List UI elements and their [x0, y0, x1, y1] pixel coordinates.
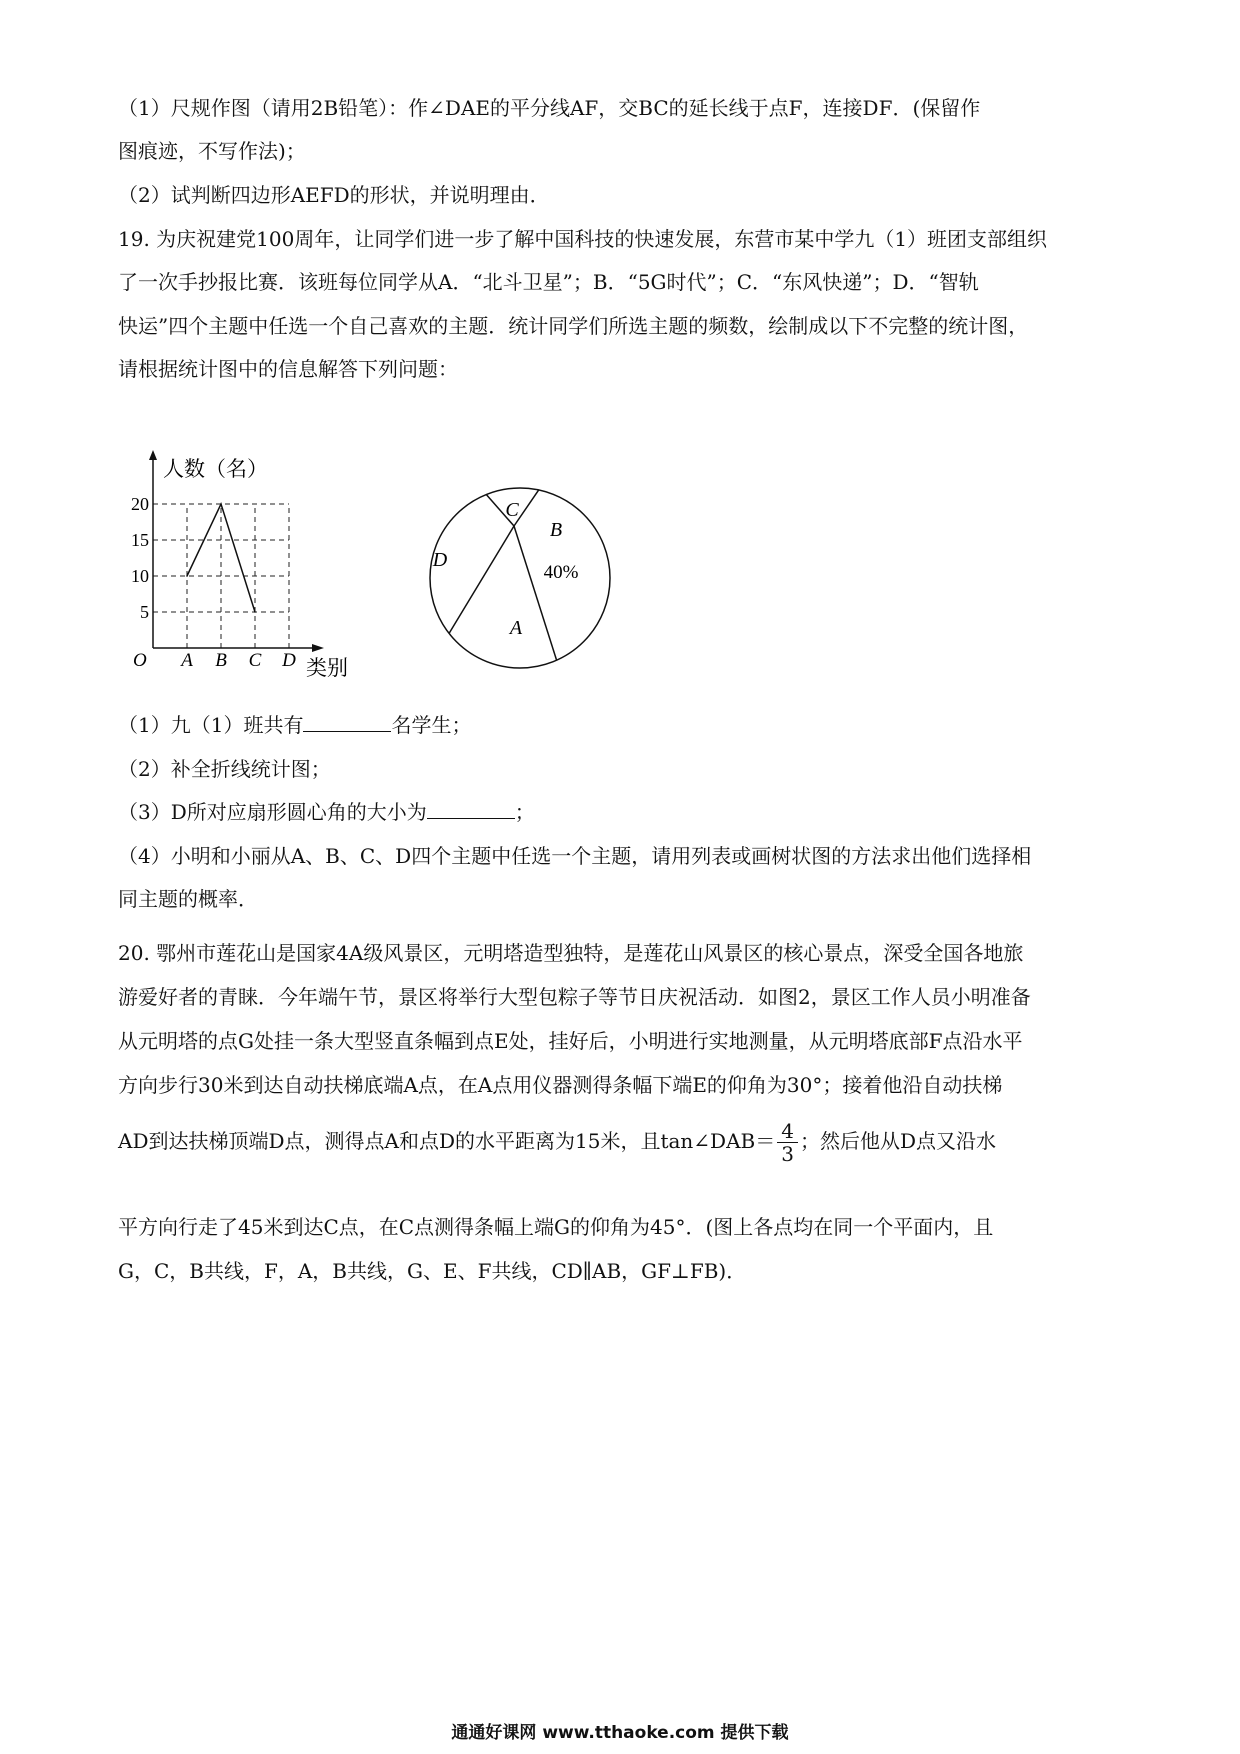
footer: 通通好课网 www.tthaoke.com 提供下载 [451, 1723, 789, 1743]
x-tick-label: B [215, 650, 227, 671]
fraction [777, 1120, 798, 1165]
pie-label: C [505, 499, 519, 521]
pie-label: D [432, 549, 448, 571]
q18-sub2: （2）试判断四边形AEFD的形状，并说明理由． [118, 183, 550, 207]
q19-sub1-text: （1）九（1）班共有 [118, 713, 304, 737]
q19-sub4-line1: （4）小明和小丽从A、B、C、D四个主题中任选一个主题，请用列表或画树状图的方法求出他们选择相 [118, 844, 1032, 868]
data-point [220, 503, 222, 505]
q18-sub1-line2: 图痕迹，不写作法)； [118, 139, 306, 163]
pie-outline [430, 488, 610, 668]
fraction-denominator: 3 [781, 1142, 794, 1166]
q19-sub1-suffix: 名学生； [391, 713, 472, 737]
q19-stem-line3: 快运”四个主题中任选一个自己喜欢的主题．统计同学们所选主题的频数，绘制成以下不完整的统计图， [118, 314, 1029, 338]
q19-stem-line2: 了一次手抄报比赛．该班每位同学从A．“北斗卫星”；B．“5G时代”；C．“东风快递”；D．“智轨 [118, 270, 979, 294]
q19-sub3 [118, 797, 1128, 827]
q20-line6: 平方向行走了45米到达C点，在C点测得条幅上端G的仰角为45°．(图上各点均在同一个平面内，且 [118, 1215, 994, 1239]
line-chart [118, 448, 378, 688]
q19-sub4-line2: 同主题的概率． [118, 887, 258, 911]
data-point [186, 575, 188, 577]
answer-blank-1[interactable] [303, 711, 391, 732]
q19-sub3-suffix: ； [514, 800, 535, 824]
q20-line3: 从元明塔的点G处挂一条大型竖直条幅到点E处，挂好后，小明进行实地测量，从元明塔底部F点沿水平 [118, 1029, 1023, 1053]
q19-sub3-text: （3）D所对应扇形圆心角的大小为 [118, 800, 427, 824]
y-tick-label: 10 [131, 566, 149, 586]
x-tick-label: D [282, 650, 296, 671]
x-axis-label: 类别 [306, 656, 348, 680]
pie-chart [420, 478, 630, 688]
y-axis-label: 人数（名） [163, 457, 268, 481]
q20-line4: 方向步行30米到达自动扶梯底端A点，在A点用仪器测得条幅下端E的仰角为30°；接着他沿自动扶梯 [118, 1073, 1003, 1097]
x-tick-label: A [181, 650, 193, 671]
y-tick-label: 20 [131, 494, 149, 514]
q20-line5 [118, 1112, 1128, 1170]
q19-sub1 [118, 710, 1128, 740]
q20-line5-text: AD到达扶梯顶端D点，测得点A和点D的水平距离为15米，且tan∠DAB＝ [118, 1129, 776, 1153]
q20-line7: G，C，B共线，F，A，B共线，G、E、F共线，CD∥AB，GF⊥FB)． [118, 1259, 747, 1283]
pie-label: B [549, 519, 563, 541]
answer-blank-2[interactable] [427, 798, 515, 819]
origin-label: O [133, 650, 147, 671]
fraction-numerator: 4 [777, 1120, 798, 1143]
y-tick-label: 5 [140, 602, 149, 622]
x-tick-label: C [248, 650, 262, 671]
q18-sub1-line1: （1）尺规作图（请用2B铅笔）：作∠DAE的平分线AF，交BC的延长线于点F，连接DF．(保留作 [118, 96, 981, 120]
x-axis-arrow [312, 644, 324, 652]
q20-line5-suffix: ；然后他从D点又沿水 [799, 1129, 996, 1153]
q19-sub2: （2）补全折线统计图； [118, 757, 331, 781]
q20-line1: 20. 鄂州市莲花山是国家4A级风景区，元明塔造型独特，是莲花山风景区的核心景点，深受全国各地旅 [118, 941, 1024, 965]
y-tick-label: 15 [131, 530, 149, 550]
pie-slice-boundary [514, 526, 557, 660]
q19-stem-line1: 19. 为庆祝建党100周年，让同学们进一步了解中国科技的快速发展，东营市某中学九（1）班团支部组织 [118, 227, 1048, 251]
y-axis-arrow [149, 450, 157, 460]
data-point [254, 611, 256, 613]
pie-percent-label: 40% [543, 562, 579, 583]
pie-slice-boundary [449, 526, 514, 633]
q20-line2: 游爱好者的青睐．今年端午节，景区将举行大型包粽子等节日庆祝活动．如图2，景区工作人员小明准备 [118, 985, 1031, 1009]
pie-label: A [509, 617, 523, 639]
q19-stem-line4: 请根据统计图中的信息解答下列问题： [118, 357, 458, 381]
